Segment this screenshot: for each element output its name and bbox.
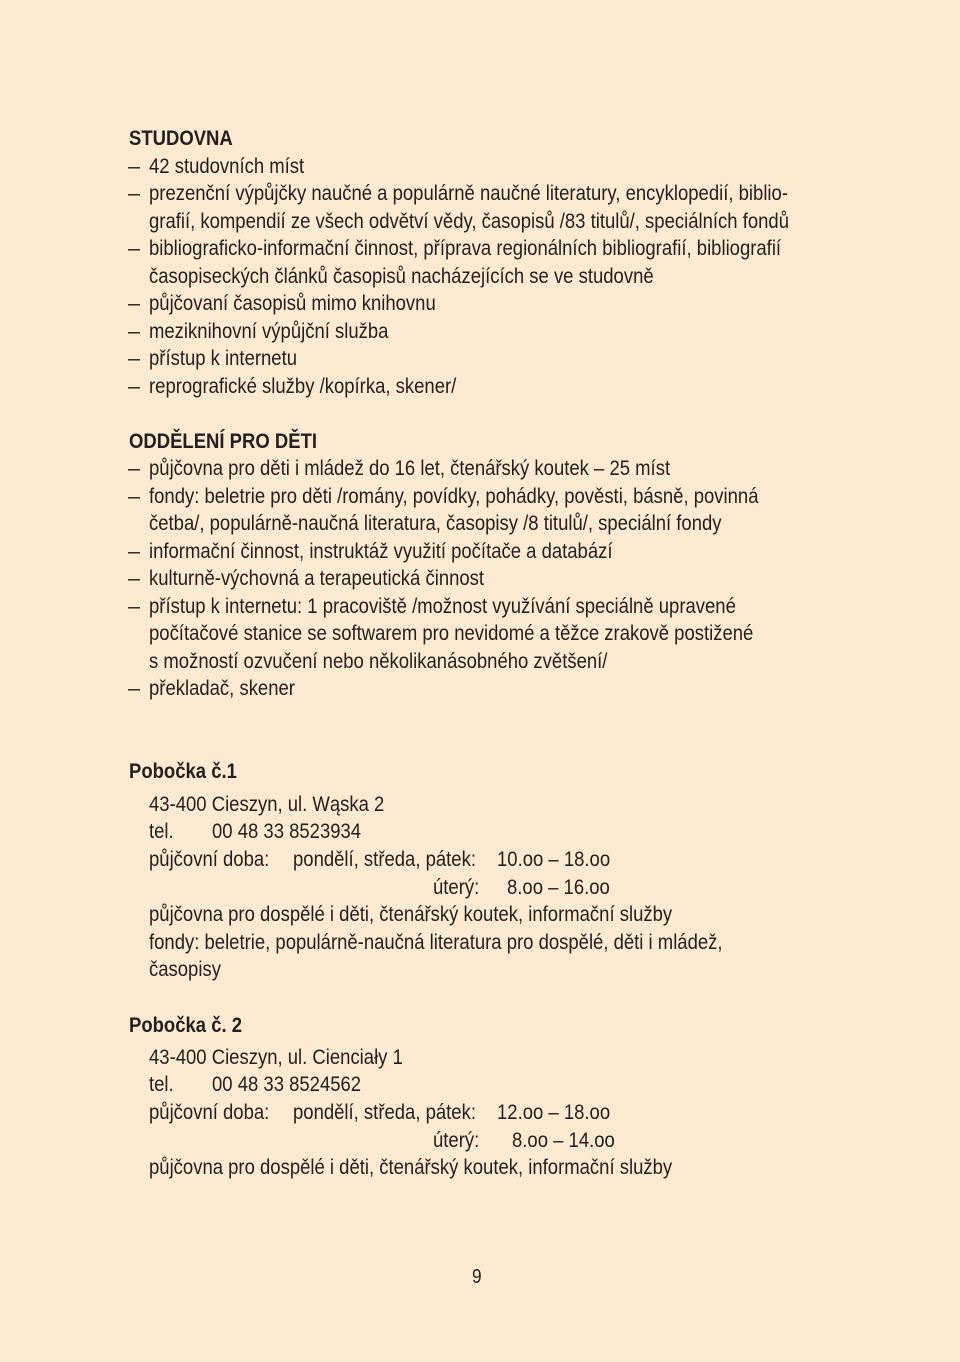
pobocka2-tel-label: tel. <box>149 1072 174 1096</box>
deti-heading: ODDĚLENÍ PRO DĚTI <box>129 429 318 453</box>
pobocka2-time-2: 8.oo – 14.oo <box>512 1128 615 1152</box>
pobocka1-funds-line-1: fondy: beletrie, populárně-naučná literatura pro dospělé, děti i mládež, <box>149 930 723 954</box>
pobocka1-heading: Pobočka č.1 <box>129 759 237 783</box>
list-dash: – <box>128 594 140 618</box>
studovna-item-3-line-2: časopiseckých článků časopisů nacházejících se ve studovně <box>149 264 654 288</box>
pobocka1-days-2: úterý: <box>433 875 480 899</box>
pobocka2-days-1: pondělí, středa, pátek: <box>293 1100 476 1124</box>
studovna-heading: STUDOVNA <box>129 126 233 150</box>
studovna-item-4: půjčovaní časopisů mimo knihovnu <box>149 291 436 315</box>
pobocka1-services: půjčovna pro dospělé i děti, čtenářský koutek, informační služby <box>149 902 673 926</box>
pobocka2-tel: 00 48 33 8524562 <box>212 1072 362 1096</box>
list-dash: – <box>128 539 140 563</box>
pobocka1-time-1: 10.oo – 18.oo <box>497 847 611 871</box>
studovna-item-6: přístup k internetu <box>149 346 298 370</box>
pobocka2-days-2: úterý: <box>433 1128 480 1152</box>
page-number: 9 <box>472 1266 482 1288</box>
pobocka1-tel: 00 48 33 8523934 <box>212 819 362 843</box>
pobocka1-address: 43-400 Cieszyn, ul. Wąska 2 <box>149 792 385 816</box>
pobocka2-services: půjčovna pro dospělé i děti, čtenářský koutek, informační služby <box>149 1155 673 1179</box>
list-dash: – <box>128 319 140 343</box>
studovna-item-1: 42 studovních míst <box>149 154 305 178</box>
deti-item-5-line-1: přístup k internetu: 1 pracoviště /možnost využívání speciálně upravené <box>149 594 736 618</box>
deti-item-2-line-2: četba/, populárně-naučná literatura, časopisy /8 titulů/, speciální fondy <box>149 511 722 535</box>
studovna-item-5: meziknihovní výpůjční služba <box>149 319 389 343</box>
pobocka2-hours-label: půjčovní doba: <box>149 1100 270 1124</box>
pobocka1-time-2: 8.oo – 16.oo <box>507 875 610 899</box>
deti-item-3: informační činnost, instruktáž využití počítače a databází <box>149 539 613 563</box>
list-dash: – <box>128 291 140 315</box>
list-dash: – <box>128 456 140 480</box>
deti-item-6: překladač, skener <box>149 676 295 700</box>
studovna-item-3-line-1: bibliograficko-informační činnost, příprava regionálních bibliografií, bibliografií <box>149 236 782 260</box>
deti-item-4: kulturně-výchovná a terapeutická činnost <box>149 566 485 590</box>
pobocka2-heading: Pobočka č. 2 <box>129 1013 243 1037</box>
pobocka1-tel-label: tel. <box>149 819 174 843</box>
deti-item-1: půjčovna pro děti i mládež do 16 let, čtenářský koutek – 25 míst <box>149 456 671 480</box>
list-dash: – <box>128 154 140 178</box>
studovna-item-7: reprografické služby /kopírka, skener/ <box>149 374 457 398</box>
studovna-item-2-line-1: prezenční výpůjčky naučné a populárně naučné literatury, encyklopedií, biblio- <box>149 181 788 205</box>
list-dash: – <box>128 346 140 370</box>
list-dash: – <box>128 181 140 205</box>
pobocka2-address: 43-400 Cieszyn, ul. Cienciały 1 <box>149 1045 403 1069</box>
pobocka1-funds-line-2: časopisy <box>149 957 221 981</box>
pobocka1-days-1: pondělí, středa, pátek: <box>293 847 476 871</box>
list-dash: – <box>128 374 140 398</box>
list-dash: – <box>128 676 140 700</box>
deti-item-5-line-3: s možností ozvučení nebo několikanásobného zvětšení/ <box>149 649 608 673</box>
pobocka2-time-1: 12.oo – 18.oo <box>497 1100 611 1124</box>
deti-item-2-line-1: fondy: beletrie pro děti /romány, povídky, pohádky, pověsti, básně, povinná <box>149 484 759 508</box>
list-dash: – <box>128 236 140 260</box>
studovna-item-2-line-2: grafií, kompendií ze všech odvětví vědy, časopisů /83 titulů/, speciálních fondů <box>149 209 789 233</box>
pobocka1-hours-label: půjčovní doba: <box>149 847 270 871</box>
list-dash: – <box>128 566 140 590</box>
list-dash: – <box>128 484 140 508</box>
deti-item-5-line-2: počítačové stanice se softwarem pro nevidomé a těžce zrakově postižené <box>149 621 754 645</box>
